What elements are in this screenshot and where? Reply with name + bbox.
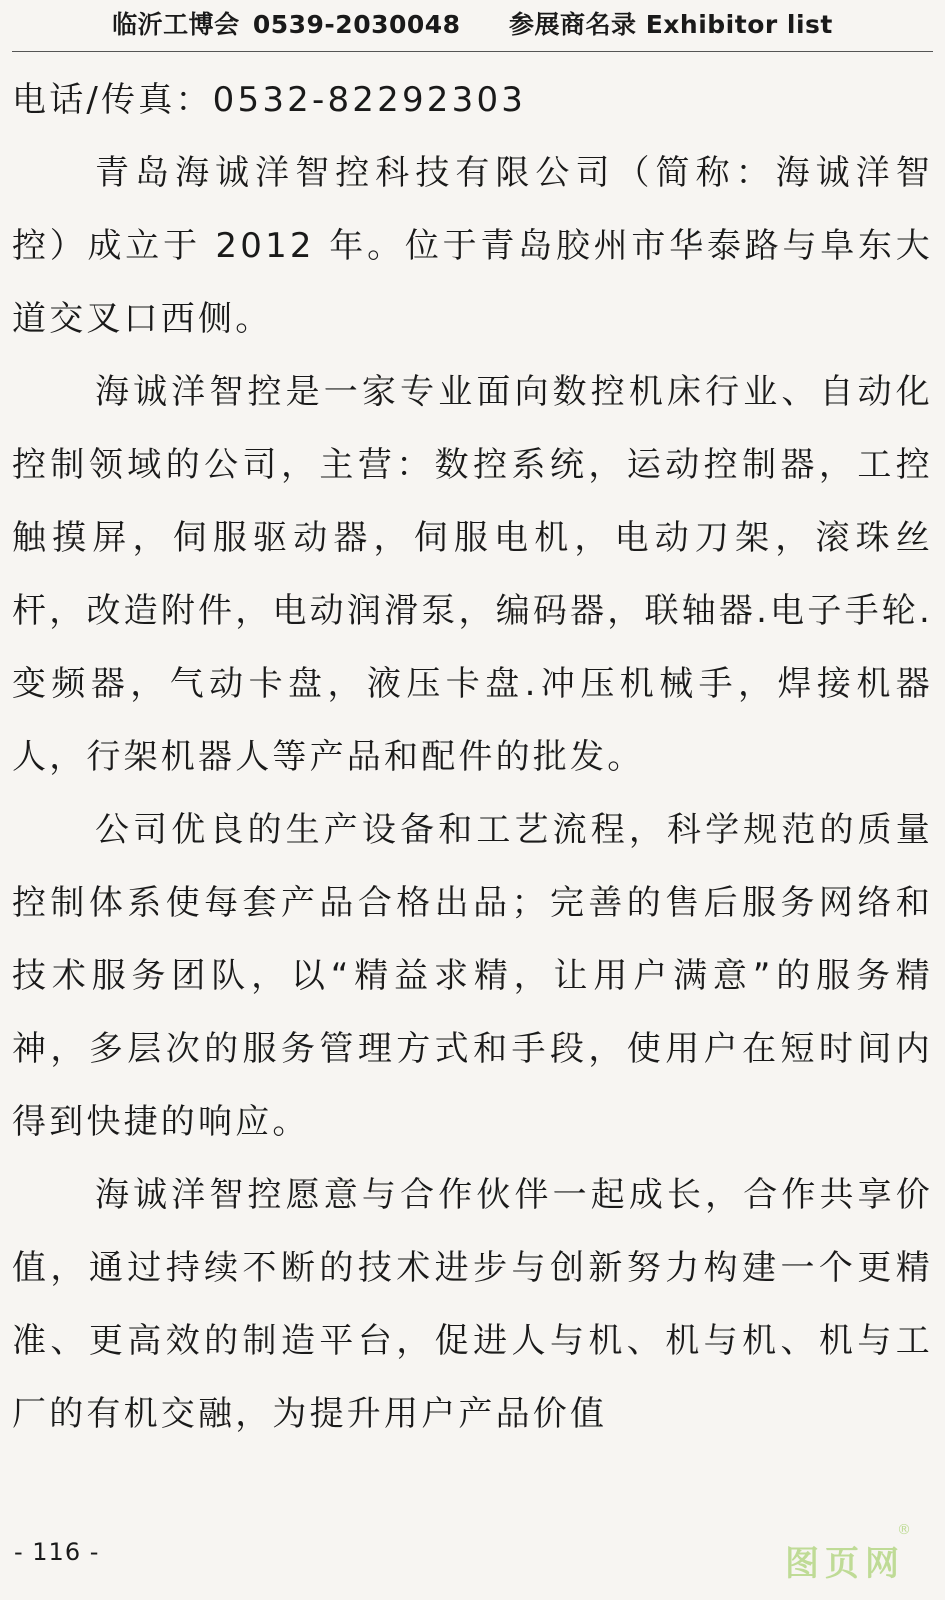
watermark-text: 图页网 <box>785 1544 905 1584</box>
contact-line: 电话/传真：0532-82292303 <box>12 80 527 120</box>
registered-mark: ® <box>897 1522 911 1538</box>
header-divider <box>12 51 933 52</box>
page-header <box>0 0 945 52</box>
page-number: - 116 - <box>14 1538 100 1566</box>
paragraph-intro: 青岛海诚洋智控科技有限公司（简称：海诚洋智控）成立于 2012 年。位于青岛胶州市华泰路与阜东大道交叉口西侧。 <box>12 153 933 339</box>
paragraph-quality: 公司优良的生产设备和工艺流程，科学规范的质量控制体系使每套产品合格出品；完善的售后服务网络和技术服务团队，以“精益求精，让用户满意”的服务精神，多层次的服务管理方式和手段，使用户在短时间内得到快捷的响应。 <box>12 810 933 1142</box>
header-section: 参展商名录 Exhibitor list <box>509 10 833 39</box>
header-phone: 0539-2030048 <box>252 10 461 39</box>
header-title: 临沂工博会 <box>112 10 240 39</box>
watermark-logo <box>785 1522 911 1585</box>
paragraph-business: 海诚洋智控是一家专业面向数控机床行业、自动化控制领域的公司，主营：数控系统，运动控制器，工控触摸屏，伺服驱动器，伺服电机，电动刀架，滚珠丝杆，改造附件，电动润滑泵，编码器，联轴器.电子手轮.变频器，气动卡盘，液压卡盘.冲压机械手，焊接机器人，行架机器人等产品和配件的批发。 <box>12 372 933 777</box>
paragraph-vision: 海诚洋智控愿意与合作伙伴一起成长，合作共享价值，通过持续不断的技术进步与创新努力构建一个更精准、更高效的制造平台，促进人与机、机与机、机与工厂的有机交融，为提升用户产品价值 <box>12 1175 933 1434</box>
document-body <box>12 64 933 1451</box>
